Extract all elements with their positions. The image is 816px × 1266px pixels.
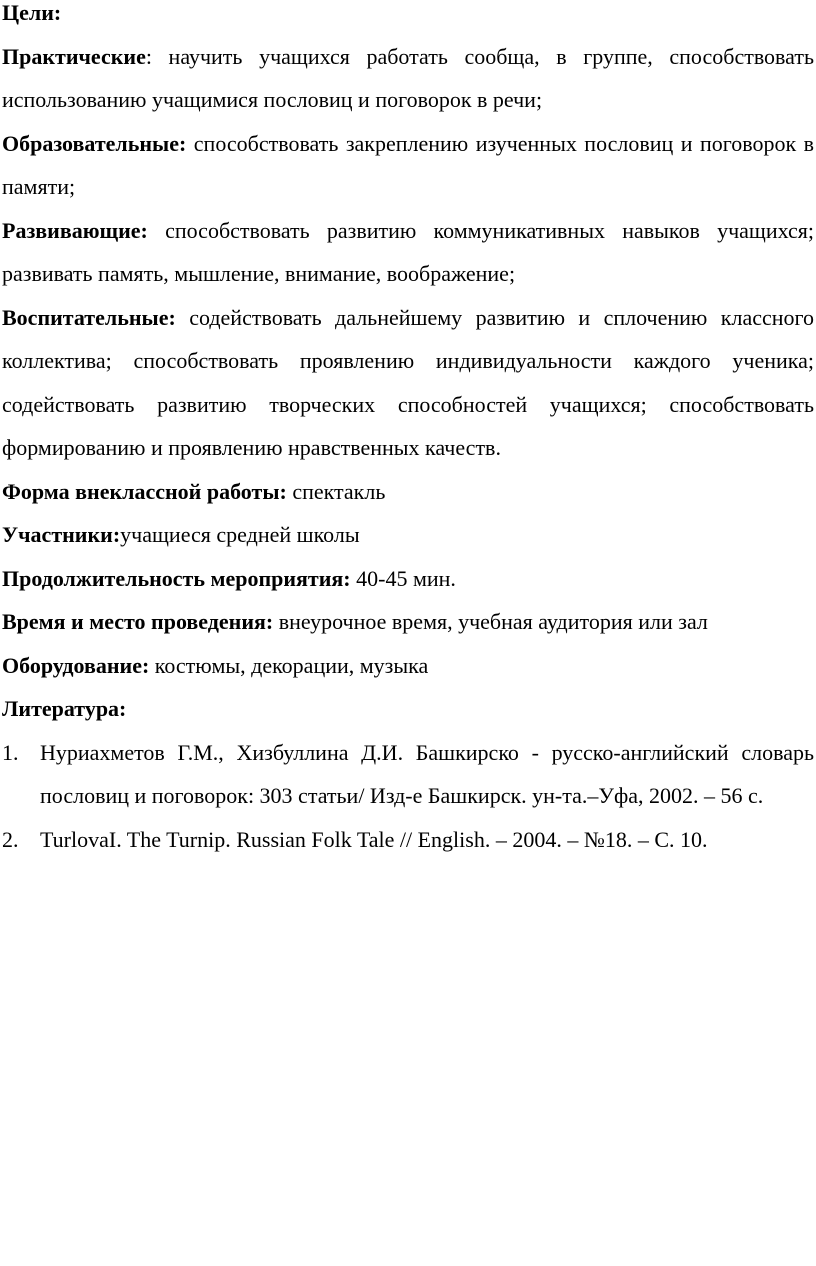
detail-time-place — [2, 600, 814, 644]
goal-developing-label: Развивающие: — [2, 217, 148, 243]
detail-form-label: Форма внеклассной работы: — [2, 478, 287, 504]
goal-upbringing-text: содействовать дальнейшему развитию и сплочению классного коллектива; способствовать проявлению индивидуальности каждого ученика; содействовать развитию творческих способностей учащихся; способствовать формированию и проявлению нравственных качеств. — [2, 304, 814, 460]
literature-item — [2, 731, 814, 818]
literature-item-text: TurlovaI. The Turnip. Russian Folk Tale // English. – 2004. – №18. – С. 10. — [40, 826, 708, 852]
detail-participants-text: учащиеся средней школы — [120, 522, 360, 547]
goal-upbringing-label: Воспитательные: — [2, 304, 176, 330]
goal-developing-text: способствовать развитию коммуникативных навыков учащихся; развивать память, мышление, внимание, воображение; — [2, 217, 814, 286]
goal-practical — [2, 35, 814, 122]
goals-heading — [2, 0, 814, 35]
goal-educational — [2, 122, 814, 209]
goal-practical-label: Практические — [2, 43, 146, 69]
literature-item — [2, 818, 814, 862]
detail-time-place-text: внеурочное время, учебная аудитория или зал — [273, 609, 708, 634]
literature-heading-text: Литература: — [2, 696, 127, 721]
detail-time-place-label: Время и место проведения: — [2, 609, 274, 634]
detail-participants-label: Участники: — [2, 522, 121, 547]
literature-item-number: 2. — [2, 826, 19, 852]
detail-duration-text: 40-45 мин. — [350, 565, 456, 591]
detail-equipment — [2, 644, 814, 688]
detail-form — [2, 470, 814, 514]
detail-equipment-label: Оборудование: — [2, 652, 150, 678]
detail-form-text: спектакль — [286, 478, 386, 504]
goal-educational-text: способствовать закреплению изученных пословиц и поговорок в памяти; — [2, 130, 814, 199]
goal-developing — [2, 209, 814, 296]
detail-participants — [2, 513, 814, 557]
detail-equipment-text: костюмы, декорации, музыка — [149, 652, 429, 678]
detail-duration — [2, 557, 814, 601]
detail-duration-label: Продолжительность мероприятия: — [2, 565, 351, 591]
goal-practical-text: : научить учащихся работать сообща, в группе, способствовать использованию учащимися пословиц и поговорок в речи; — [2, 43, 814, 112]
literature-item-text: Нуриахметов Г.М., Хизбуллина Д.И. Башкирско - русско-английский словарь пословиц и поговорок: 303 статьи/ Изд-е Башкирск. ун-та.–Уфа, 2002. – 56 с. — [40, 739, 814, 808]
goal-upbringing — [2, 296, 814, 470]
goal-educational-label: Образовательные: — [2, 130, 187, 156]
goals-heading-text: Цели: — [2, 0, 62, 25]
literature-item-number: 1. — [2, 739, 19, 765]
literature-heading — [2, 687, 814, 731]
